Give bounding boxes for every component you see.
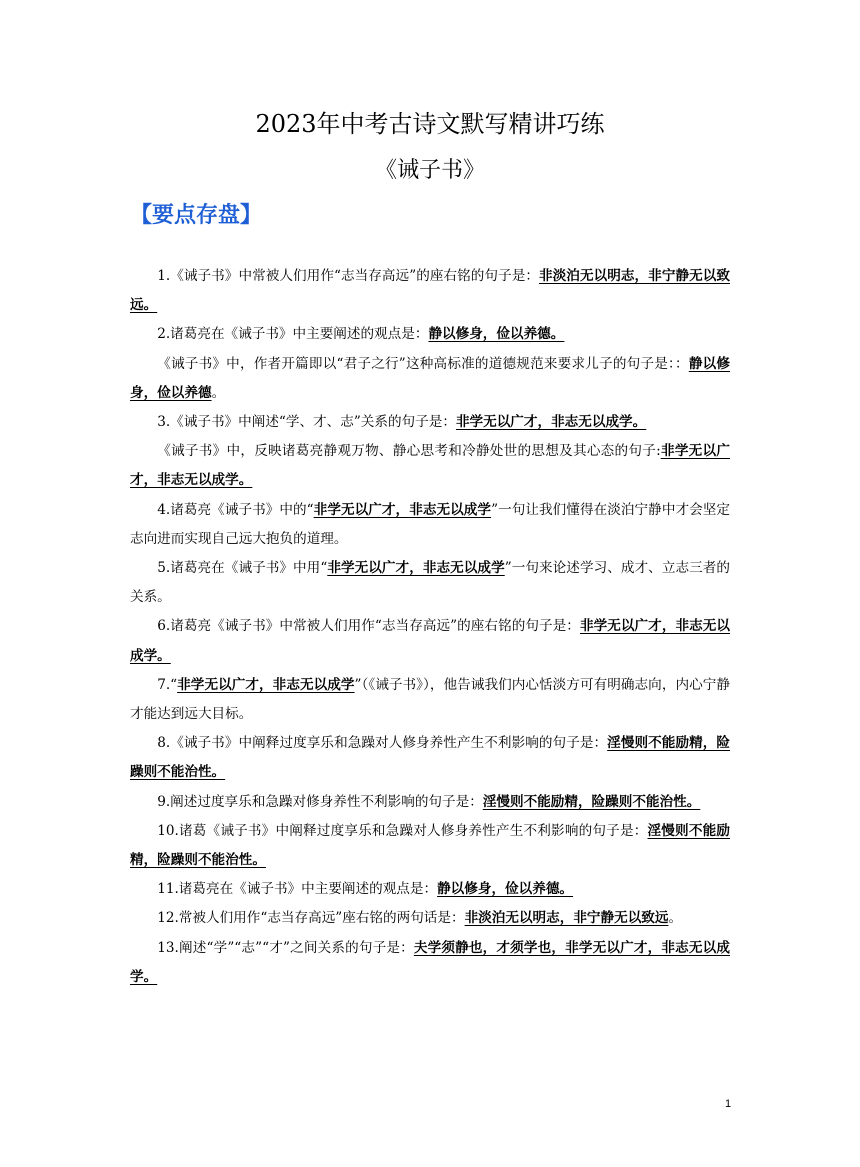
list-item <box>130 408 730 437</box>
item-question: 2.诸葛亮在《诫子书》中主要阐述的观点是： <box>157 326 429 343</box>
document-title: 2023年中考古诗文默写精讲巧练 <box>255 110 605 138</box>
item-question: 《诫子书》中，反映诸葛亮静观万物、静心思考和冷静处世的思想及其心态的句子: <box>157 443 661 460</box>
item-question: 3.《诫子书》中阐述“学、才、志”关系的句子是： <box>157 414 456 431</box>
item-question: 11.诸葛亮在《诫子书》中主要阐述的观点是： <box>157 881 438 898</box>
list-item <box>130 437 730 495</box>
list-item <box>130 904 730 933</box>
item-answer: 淫慢则不能励精，险躁则不能治性。 <box>482 793 701 810</box>
item-answer: 非淡泊无以明志，非宁静无以致远。 <box>130 268 731 314</box>
list-item <box>130 729 730 787</box>
item-question: 10.诸葛《诫子书》中阐释过度享乐和急躁对人修身养性产生不利影响的句子是： <box>157 822 648 839</box>
item-answer: 夫学须静也，才须学也，非学无以广才，非志无以成学。 <box>130 939 730 985</box>
item-question: 13.阐述“学”“志”“才”之间关系的句子是： <box>157 939 414 956</box>
list-item <box>130 262 730 320</box>
item-answer: 非学无以广才，非志无以成学 <box>327 560 505 577</box>
question-list <box>130 262 730 992</box>
item-answer: 静以修身，俭以养德 <box>130 355 730 401</box>
item-answer: 静以修身，俭以养德。 <box>428 326 565 343</box>
item-tail: 。 <box>668 910 683 927</box>
section-heading: 【要点存盘】 <box>130 203 263 228</box>
item-answer: 非学无以广才，非志无以成学。 <box>455 414 647 431</box>
list-item <box>130 934 730 992</box>
list-item <box>130 554 730 612</box>
item-question: 6.诸葛亮《诫子书》中常被人们用作“志当存高远”的座右铭的句子是： <box>157 618 580 635</box>
item-tail: ”一句让我们懂得在淡泊宁静中才会坚定志向进而实现自己远大抱负的道理。 <box>130 501 731 547</box>
item-answer: 淫慢则不能励精，险躁则不能治性。 <box>130 735 731 781</box>
item-question: 1.《诫子书》中常被人们用作“志当存高远”的座右铭的句子是： <box>157 268 540 284</box>
item-answer: 静以修身，俭以养德。 <box>437 881 574 898</box>
list-item <box>130 875 730 904</box>
item-question: 5.诸葛亮在《诫子书》中用“ <box>157 560 328 577</box>
item-answer: 非淡泊无以明志，非宁静无以致远 <box>464 910 669 927</box>
item-answer: 非学无以广才，非志无以成学。 <box>130 618 731 664</box>
item-answer: 非学无以广才，非志无以成学。 <box>130 443 730 489</box>
item-tail: 。 <box>211 384 226 401</box>
item-tail: ”（《诫子书》），他告诫我们内心恬淡方可有明确志向，内心宁静才能达到远大目标。 <box>130 676 730 723</box>
list-item <box>130 496 730 554</box>
list-item <box>130 671 730 729</box>
document-subtitle: 《诫子书》 <box>374 158 485 183</box>
page-number: 1 <box>724 1098 732 1110</box>
item-answer: 非学无以广才，非志无以成学 <box>177 676 355 693</box>
list-item <box>130 788 730 817</box>
list-item <box>130 817 730 875</box>
item-tail: ”一句来论述学习、成才、立志三者的关系。 <box>130 560 731 606</box>
item-question: 7.“ <box>157 676 178 693</box>
item-question: 9.阐述过度享乐和急躁对修身养性不利影响的句子是： <box>157 793 483 810</box>
list-item <box>130 612 730 670</box>
list-item <box>130 320 730 349</box>
list-item <box>130 350 730 408</box>
item-answer: 非学无以广才，非志无以成学 <box>313 501 492 518</box>
item-question: 12.常被人们用作“志当存高远”座右铭的两句话是： <box>157 910 465 927</box>
item-question: 8.《诫子书》中阐释过度享乐和急躁对人修身养性产生不利影响的句子是： <box>157 735 608 752</box>
item-question: 《诫子书》中，作者开篇即以“君子之行”这种高标准的道德规范来要求儿子的句子是：： <box>157 355 689 372</box>
item-question: 4.诸葛亮《诫子书》中的“ <box>157 501 314 518</box>
item-answer: 淫慢则不能励精，险躁则不能治性。 <box>130 822 730 869</box>
